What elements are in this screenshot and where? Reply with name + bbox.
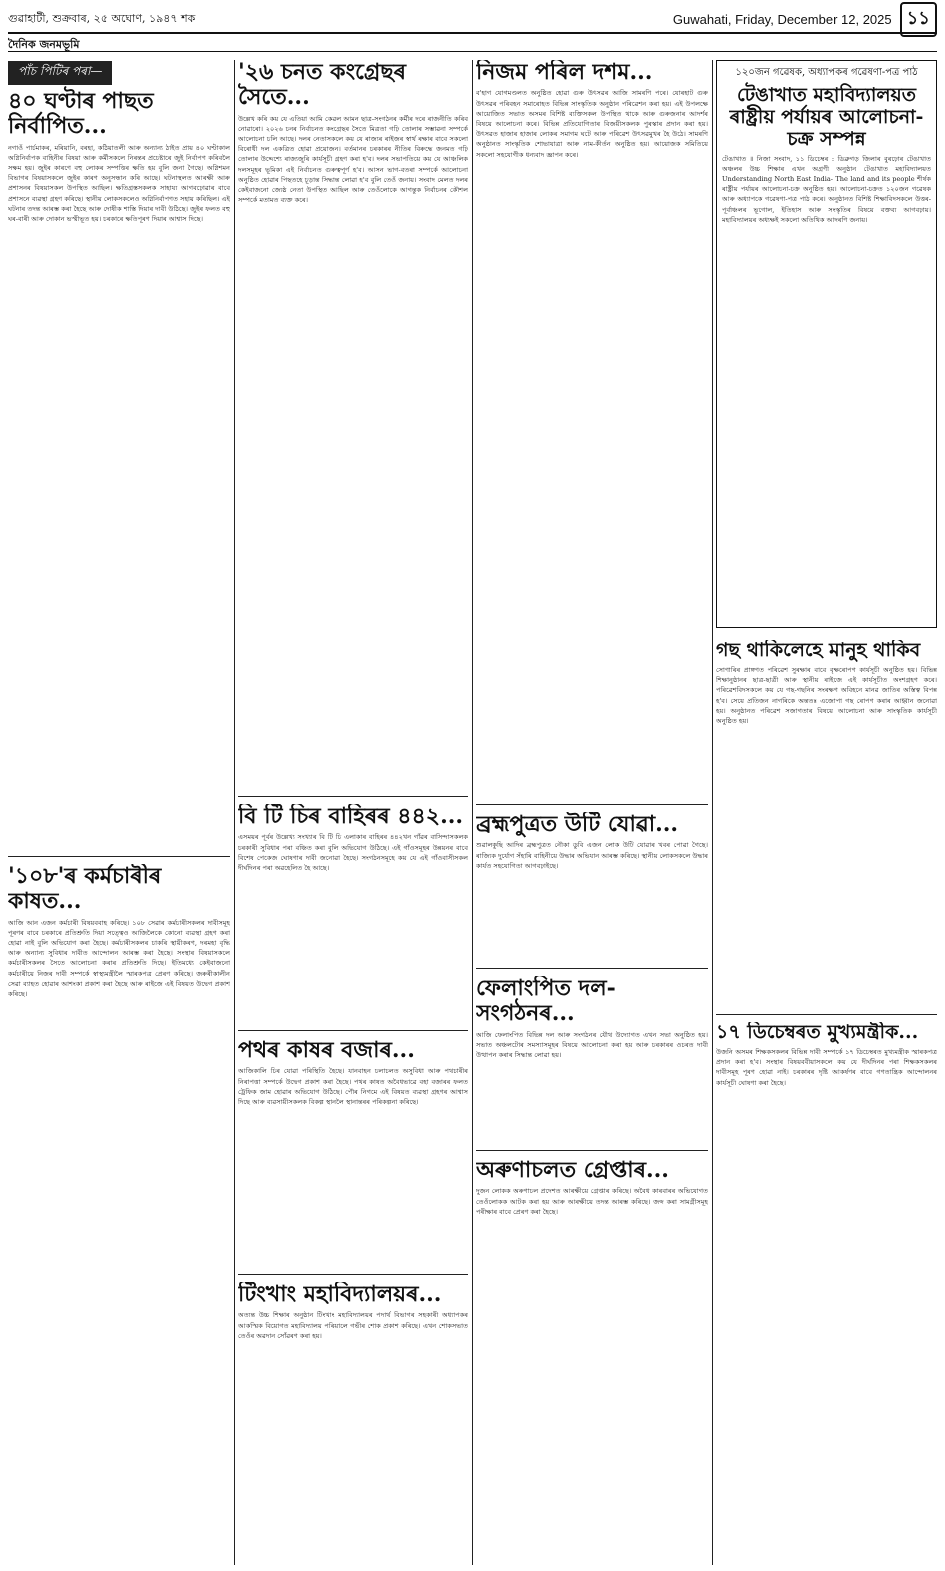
article-seminar-box xyxy=(716,60,937,628)
article-headline: বি টি চিৰ বাহিৰৰ ৪৪২... xyxy=(238,804,464,829)
article-divider xyxy=(476,804,708,805)
article-divider xyxy=(476,968,708,969)
article-body: ব'হাগ যোগমণ্ডলত অনুষ্ঠিত হোৱা গুৰু উৎসৱৰ আজি সামৰণি পৰে। যোৰহাট গুৰু উৎসৱৰ পৰিবহন সমাৰোহত বিভিন্ন সাংস্কৃতিক অনুষ্ঠান পৰিৱেশন কৰা হয়। এই উপলক্ষে আয়োজিত সভাত অসমৰ বিশিষ্ট ব্যক্তিসকল উপস্থিত থাকে আৰু গুৰুজনাৰ আদৰ্শৰ বিষয়ে আলোচনা কৰে। বিভিন্ন প্ৰতিযোগিতাৰ বিজয়ীসকলক পুৰস্কাৰ প্ৰদান কৰা হয়। উৎসৱত হাজাৰ হাজাৰ লোকৰ সমাগম ঘটে আৰু পৰিৱেশ উৎসৱমুখৰ হৈ উঠে। সামৰণি অনুষ্ঠানত সাংস্কৃতিক শোভাযাত্ৰা আৰু নাম-কীৰ্তন অনুষ্ঠিত হয়। আয়োজক সমিতিয়ে সকলো সহযোগীক ধন্যবাদ জ্ঞাপন কৰে। xyxy=(476,89,708,159)
article-body: উল্লেখ কৰি কয় যে এতিয়া আমি কেৱল আমন ছাত্ৰ-সংগঠনৰ কৰ্মীৰ দৰে ৰাজনীতি কৰিব নোৱাৰো। ২০২৬ চনৰ নিৰ্বাচনত কংগ্ৰেছৰ সৈতে মিত্ৰতা গঢ়ি তোলাৰ সম্ভাৱনা সম্পৰ্কে আলোচনা চলি আছে। দলৰ নেতাসকলে কয় যে ৰাজ্যৰ ৰাইজৰ স্বাৰ্থ ৰক্ষাৰ বাবে সকলো বিৰোধী দল একত্ৰিত হোৱা প্ৰয়োজন। বৰ্তমানৰ চৰকাৰৰ নীতিৰ বিৰুদ্ধে জনমত গঢ়ি তোলাৰ উদ্দেশ্যে ৰাজ্যজুৰি কাৰ্যসূচী গ্ৰহণ কৰা হ'ব। দলৰ সভাপতিয়ে কয় যে আঞ্চলিক দলসমূহৰ ভূমিকা এই নিৰ্বাচনত গুৰুত্বপূৰ্ণ হ'ব। আসন ভাগ-বতৰা সম্পৰ্কে আলোচনা অনুষ্ঠিত হোৱাৰ পিছতহে চূড়ান্ত সিদ্ধান্ত লোৱা হ'ব বুলি তেওঁ জনায়। সংবাদ মেলত দলৰ কেইবাজনো জ্যেষ্ঠ নেতা উপস্থিত আছিল আৰু তেওঁলোকে আগন্তুক নিৰ্বাচনৰ কৌশল সম্পৰ্কে মতামত ব্যক্ত কৰে। xyxy=(238,114,468,205)
article-grid xyxy=(8,60,937,1565)
paper-name: দৈনিক জনমভূমি xyxy=(8,34,937,52)
article-body: অত্যন্ত উচ্চ শিক্ষাৰ অনুষ্ঠান টিংখাং মহাবিদ্যালয়ৰ পদাৰ্থ বিভাগৰ সহকাৰী অধ্যাপকৰ আকস্মিক বিয়োগত মহাবিদ্যালয় পৰিয়ালে গভীৰ শোক প্ৰকাশ কৰিছে। এখন শোকসভাত তেওঁৰ অৱদান সোঁৱৰণ কৰা হয়। xyxy=(238,1311,468,1340)
article-headline: ৪০ ঘণ্টাৰ পাছত নিৰ্বাপিত... xyxy=(8,88,154,140)
article-market xyxy=(238,1038,468,1268)
article-headline: টেঙাখাত মহাবিদ্যালয়ত ৰাষ্ট্ৰীয় পৰ্যায়ৰ আলোচনা-চক্ৰ সম্পন্ন xyxy=(729,84,924,150)
article-btc xyxy=(238,804,468,1024)
article-body: আজি আন এজন কৰ্মচাৰী বিষয়ববাহ কৰিছে। ১০৮ সেৱাৰ কৰ্মচাৰীসকলৰ দাবীসমূহ পূৰণৰ বাবে চৰকাৰে প্ৰতিশ্ৰুতি দিয়া সত্ত্বেও আজিলৈকে কোনো ব্যৱস্থা গ্ৰহণ কৰা হোৱা নাই বুলি অভিযোগ কৰা হৈছে। কৰ্মচাৰীসকলৰ চাকৰি স্থায়ীকৰণ, দৰমহা বৃদ্ধি আৰু অন্যান্য সুবিধাৰ দাবীত আন্দোলন আৰম্ভ কৰা হৈছে। সংস্থাৰ বিষয়াসকলে কৰ্মচাৰীসকলৰ সৈতে আলোচনা কৰাৰ প্ৰতিশ্ৰুতি দিছে। ইতিমধ্যে কেইবাজনো কৰ্মচাৰীয়ে নিজৰ দাবী সম্পৰ্কে স্বাস্থ্যমন্ত্ৰীলৈ স্মাৰকপত্ৰ প্ৰেৰণ কৰিছে। জৰুৰীকালীন সেৱা ব্যাহত হোৱাৰ আশংকা প্ৰকাশ কৰা হৈছে আৰু ৰাইজে এই বিষয়ত উদ্বেগ প্ৰকাশ কৰিছে। xyxy=(8,918,230,999)
article-trees xyxy=(716,640,937,1008)
article-108-staff xyxy=(8,864,230,1565)
column-divider xyxy=(472,60,473,1565)
article-body: টেঙাখাত ॥ নিজা সংবাদ, ১১ ডিচেম্বৰ : ডিব্ৰুগড় জিলাৰ বুৰঢ়োৰ টেঙাখাত অঞ্চলৰ উচ্চ শিক্ষাৰ এখন অগ্ৰণী অনুষ্ঠান টেঙাখাত মহাবিদ্যালয়ত Understanding North East India- The land and its people শীৰ্ষক ৰাষ্ট্ৰীয় পৰ্যায়ৰ আলোচনা-চক্ৰ অনুষ্ঠিত হয়। আলোচনা-চক্ৰত ১২০জন গৱেষক আৰু অধ্যাপকে গৱেষণা-পত্ৰ পাঠ কৰে। অনুষ্ঠানত বিশিষ্ট শিক্ষাবিদসকলে উত্তৰ-পূৰ্বাঞ্চলৰ ভূগোল, ইতিহাস আৰু সংস্কৃতিৰ বিষয়ে বক্তব্য আগবঢ়ায়। মহাবিদ্যালয়ৰ অধ্যক্ষই সকলো অতিথিক আদৰণি জনায়। xyxy=(722,154,931,224)
article-phelangpi xyxy=(476,976,708,1144)
article-body: শুৱালকুছি আদিৰ ব্ৰহ্মপুত্ৰত নৌকা ডুবি এজন লোক উটি যোৱাৰ খবৰ পোৱা গৈছে। ৰাজ্যিক দুৰ্যোগ সঁহাৰি বাহিনীয়ে উদ্ধাৰ অভিযান আৰম্ভ কৰিছে। স্থানীয় লোকসকলে উদ্ধাৰ কাৰ্যত সহযোগিতা আগবঢ়াইছে। xyxy=(476,841,708,870)
article-body: নগাওঁ পাৰ্চমাকৰ, মৰিয়ানি, বৰহা, কঠিয়াতলী আৰু অন্যান্য ঠাইত প্ৰায় ৪০ ঘণ্টাকাল অগ্নিনিৰ্বাপক বাহিনীৰ বিষয়া আৰু কৰ্মীসকলে নিৰন্তৰ প্ৰচেষ্টাৰে জুই নিৰ্বাপণ কৰিবলৈ সক্ষম হয়। জুইৰ কাৰণে বহু লোকৰ সম্পত্তিৰ ক্ষতি হয় বুলি জনা গৈছে। অগ্নিশমন বিভাগৰ বিষয়াসকলে জুইৰ কাৰণ অনুসন্ধান কৰি আছে। ঘটনাস্থলত আৰক্ষী আৰু প্ৰশাসনৰ বিষয়াসকল উপস্থিত আছিল। ক্ষতিগ্ৰস্তসকলক সাহায্য আগবঢ়োৱাৰ বাবে প্ৰশাসনে ব্যৱস্থা গ্ৰহণ কৰিছে। স্থানীয় লোকসকলেও অগ্নিনিৰ্বাপণত সহায় কৰিছিল। এই ঘটনাৰ তদন্ত আৰম্ভ কৰা হৈছে আৰু দোষীক শাস্তি দিয়াৰ দাবী উঠিছে। জুইৰ ফলত বহু ঘৰ-বাৰী আৰু দোকান ভস্মীভূত হয়। চৰকাৰে ক্ষতিপূৰণ দিয়াৰ আশ্বাস দিছে। xyxy=(8,143,230,224)
article-brahmaputra xyxy=(476,812,708,962)
column-4 xyxy=(716,60,937,1565)
article-headline: '২৬ চনত কংগ্ৰেছৰ সৈতে... xyxy=(238,60,407,111)
article-college xyxy=(238,1282,468,1565)
article-headline: টিংখাং মহাবিদ্যালয়ৰ... xyxy=(238,1282,442,1307)
article-headline: নিজম পৰিল দশম... xyxy=(476,60,653,85)
date-right-group xyxy=(673,2,937,37)
article-headline: ব্ৰহ্মপুত্ৰত উটি যোৱা... xyxy=(476,812,679,837)
date-bar xyxy=(8,6,937,34)
article-body: সোণাৰিৰ প্ৰাঙ্গণত পৰিৱেশ সুৰক্ষাৰ বাবে বৃক্ষৰোপণ কাৰ্যসূচী অনুষ্ঠিত হয়। বিভিন্ন শিক্ষানুষ্ঠানৰ ছাত্ৰ-ছাত্ৰী আৰু স্থানীয় ৰাইজে এই কাৰ্যসূচীত অংশগ্ৰহণ কৰে। পৰিৱেশবিদসকলে কয় যে গছ-গছনিৰ সংৰক্ষণ অবিহনে মানৱ জাতিৰ অস্তিত্ব বিপন্ন হ'ব। সেয়ে প্ৰতিজন নাগৰিকে অন্ততঃ এজোপা গছ ৰোপণ কৰাৰ আহ্বান জনোৱা হয়। অনুষ্ঠানত পৰিৱেশ সজাগতাৰ বিষয়ে আলোচনা আৰু সাংস্কৃতিক কাৰ্যসূচী অনুষ্ঠিত হয়। xyxy=(716,665,937,725)
page-number: ১১ xyxy=(900,2,937,37)
article-headline: অৰুণাচলত গ্ৰেপ্তাৰ... xyxy=(476,1158,669,1183)
article-body: উজনি অসমৰ শিক্ষকসকলৰ বিভিন্ন দাবী সম্পৰ্কে ১৭ ডিচেম্বৰত মুখ্যমন্ত্ৰীক স্মাৰকপত্ৰ প্ৰদান কৰা হ'ব। সংস্থাৰ বিষয়ববীয়াসকলে কয় যে দীৰ্ঘদিনৰ পৰা শিক্ষকসকলৰ দাবীসমূহ পূৰণ হোৱা নাই। চৰকাৰৰ দৃষ্টি আকৰ্ষণৰ বাবে গণতান্ত্ৰিক আন্দোলনৰ কাৰ্যসূচী ঘোষণা কৰা হৈছে। xyxy=(716,1047,937,1087)
column-divider xyxy=(234,60,235,1565)
article-headline: ফেলাংপিত দল-সংগঠনৰ... xyxy=(476,976,616,1027)
column-2 xyxy=(238,60,468,1565)
article-divider xyxy=(716,1014,937,1015)
article-headline: গছ থাকিলেহে মানুহ থাকিব xyxy=(716,640,921,661)
article-congress xyxy=(238,60,468,790)
article-divider xyxy=(476,1150,708,1151)
article-subheadline: ১২০জন গৱেষক, অধ্যাপকৰ গৱেষণা-পত্ৰ পাঠ xyxy=(735,67,918,78)
article-festival xyxy=(476,60,708,798)
column-1 xyxy=(8,60,230,1565)
column-3 xyxy=(476,60,708,1565)
article-body: আজি ফেলাংপিত বিভিন্ন দল আৰু সংগঠনৰ যৌথ উদ্যোগত এখন সভা অনুষ্ঠিত হয়। সভাত অঞ্চলটোৰ সমস্যাসমূহৰ বিষয়ে আলোচনা কৰা হয় আৰু চৰকাৰৰ ওচৰত দাবী উত্থাপন কৰাৰ সিদ্ধান্ত লোৱা হয়। xyxy=(476,1030,708,1060)
article-body: দুজন লোকক অৰুণাচল প্ৰদেশত আৰক্ষীয়ে গ্ৰেপ্তাৰ কৰিছে। অবৈধ কাৰবাৰৰ অভিযোগত তেওঁলোকক আটক কৰা হয় আৰু আৰক্ষীয়ে তদন্ত আৰম্ভ কৰিছে। জব্দ কৰা সামগ্ৰীসমূহ পৰীক্ষাৰ বাবে প্ৰেৰণ কৰা হৈছে। xyxy=(476,1187,708,1216)
article-divider xyxy=(238,796,468,797)
article-divider xyxy=(238,1274,468,1275)
article-headline: ১৭ ডিচেম্বৰত মুখ্যমন্ত্ৰীক... xyxy=(716,1022,919,1043)
article-body: এসময়ৰ পূৰ্বৰ উল্লেখ্য সংখ্যাৰ বি টি চি এলাকাৰ বাহিৰৰ ৪৪২খন গাঁৱৰ বাসিন্দাসকলক চৰকাৰী সুবিধাৰ পৰা বঞ্চিত কৰা বুলি অভিযোগ উঠিছে। এই গাঁওসমূহৰ উন্নয়নৰ বাবে বিশেষ পেকেজ ঘোষণাৰ দাবী জনোৱা হৈছে। সংগঠনসমূহে কয় যে এই গাঁওবাসীসকল দীৰ্ঘদিনৰ পৰা অৱহেলিত হৈ আছে। xyxy=(238,833,468,872)
article-cm-dec17 xyxy=(716,1022,937,1565)
date-left: গুৱাহাটী, শুক্ৰবাৰ, ২৫ অঘোণ, ১৯৪৭ শক xyxy=(8,11,196,25)
article-divider xyxy=(8,856,230,857)
date-right: Guwahati, Friday, December 12, 2025 xyxy=(672,11,892,27)
column-divider xyxy=(712,60,713,1565)
article-body: আজিকালি চিৰ যোৱা পৰিস্থিতি হৈছে। যানবাহন চলাচলত অসুবিধা আৰু পথচাৰীৰ নিৰাপত্তা সম্পৰ্কে উদ্বেগ প্ৰকাশ কৰা হৈছে। পথৰ কাষত অবৈধভাৱে বহা বজাৰৰ ফলত ট্ৰেফিক জাম হোৱাৰ অভিযোগ উঠিছে। পৌৰ নিগমে এই বিষয়ত ব্যৱস্থা গ্ৰহণৰ আশ্বাস দিছে আৰু ব্যৱসায়ীসকলক বিকল্প স্থানলৈ স্থানান্তৰৰ পৰিকল্পনা কৰিছে। xyxy=(238,1067,468,1106)
article-headline: পথৰ কাষৰ বজাৰ... xyxy=(238,1038,415,1063)
article-headline: '১০৮'ৰ কৰ্মচাৰীৰ কাষত... xyxy=(8,864,162,915)
kicker-label: পাঁচ পিটিৰ পৰা— xyxy=(8,61,112,85)
article-arunachal xyxy=(476,1158,708,1565)
article-divider xyxy=(238,1030,468,1031)
article-fire xyxy=(8,60,230,850)
